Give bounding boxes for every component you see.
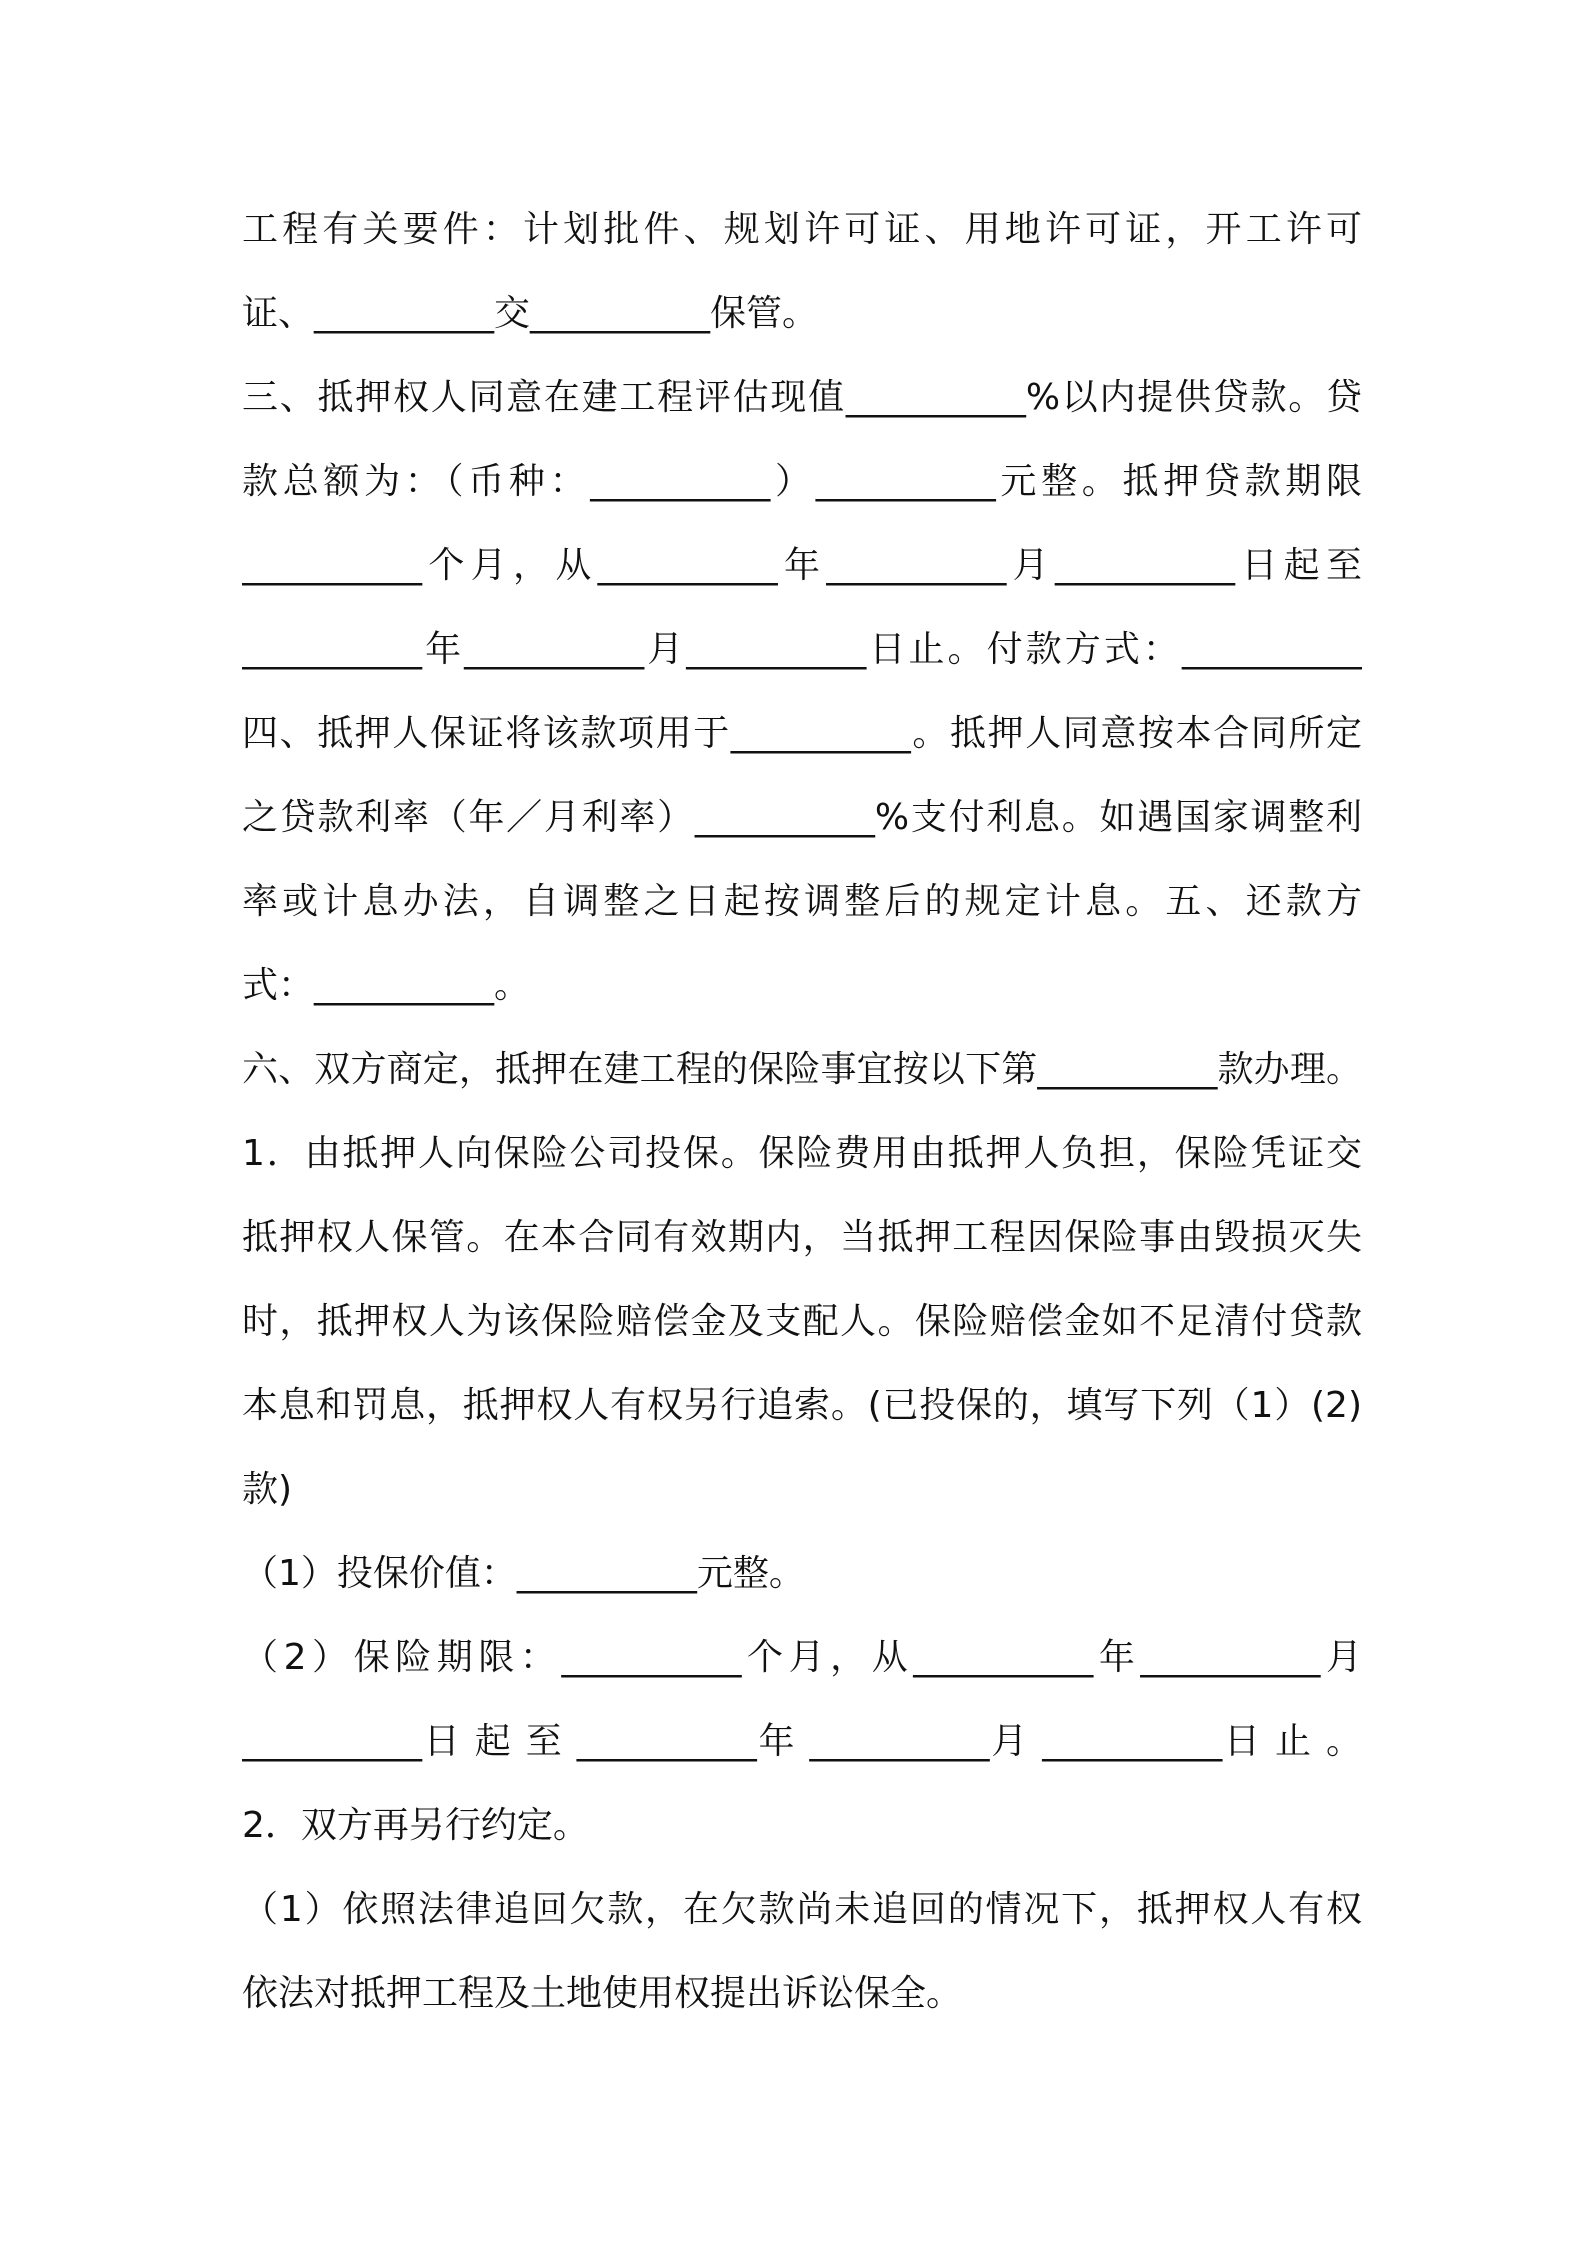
text-line-20: 2．双方再另行约定。 <box>242 1805 589 1846</box>
text-line-13: 抵押权人保管。在本合同有效期内，当抵押工程因保险事由毁损灭失 <box>242 1217 1362 1258</box>
text-line-4: 款总额为：（币种：__________）__________元整。抵押贷款期限 <box>242 461 1362 502</box>
text-line-21: （1）依照法律追回欠款，在欠款尚未追回的情况下，抵押权人有权 <box>242 1889 1362 1930</box>
text-line-2: 证、__________交__________保管。 <box>242 293 819 334</box>
text-line-6: __________年__________月__________日止。付款方式：__________ <box>242 629 1362 670</box>
text-line-12: 1．由抵押人向保险公司投保。保险费用由抵押人负担，保险凭证交 <box>242 1133 1362 1174</box>
text-line-10: 式：__________。 <box>242 965 531 1006</box>
text-line-3: 三、抵押权人同意在建工程评估现值__________%以内提供贷款。贷 <box>242 377 1362 418</box>
text-line-8: 之贷款利率（年／月利率）__________%支付利息。如遇国家调整利 <box>242 797 1362 838</box>
text-line-11: 六、双方商定，抵押在建工程的保险事宜按以下第__________款办理。 <box>242 1049 1362 1090</box>
text-line-22: 依法对抵押工程及土地使用权提出诉讼保全。 <box>242 1973 963 2014</box>
text-line-1: 工程有关要件：计划批件、规划许可证、用地许可证，开工许可 <box>242 209 1362 250</box>
text-line-15: 本息和罚息，抵押权人有权另行追索。(已投保的，填写下列（1）(2) <box>242 1385 1362 1426</box>
text-line-19: __________日 起 至 __________年 __________月 __________日 止 。 <box>242 1721 1362 1762</box>
text-line-18: （2）保险期限：__________个月，从__________年__________月 <box>242 1637 1362 1678</box>
text-line-9: 率或计息办法，自调整之日起按调整后的规定计息。五、还款方 <box>242 881 1362 922</box>
text-line-5: __________个月，从__________年__________月__________日起至 <box>242 545 1362 586</box>
text-line-17: （1）投保价值：__________元整。 <box>242 1553 805 1594</box>
text-line-7: 四、抵押人保证将该款项用于__________。抵押人同意按本合同所定 <box>242 713 1362 754</box>
text-line-16: 款) <box>242 1469 293 1510</box>
text-line-14: 时，抵押权人为该保险赔偿金及支配人。保险赔偿金如不足清付贷款 <box>242 1301 1362 1342</box>
